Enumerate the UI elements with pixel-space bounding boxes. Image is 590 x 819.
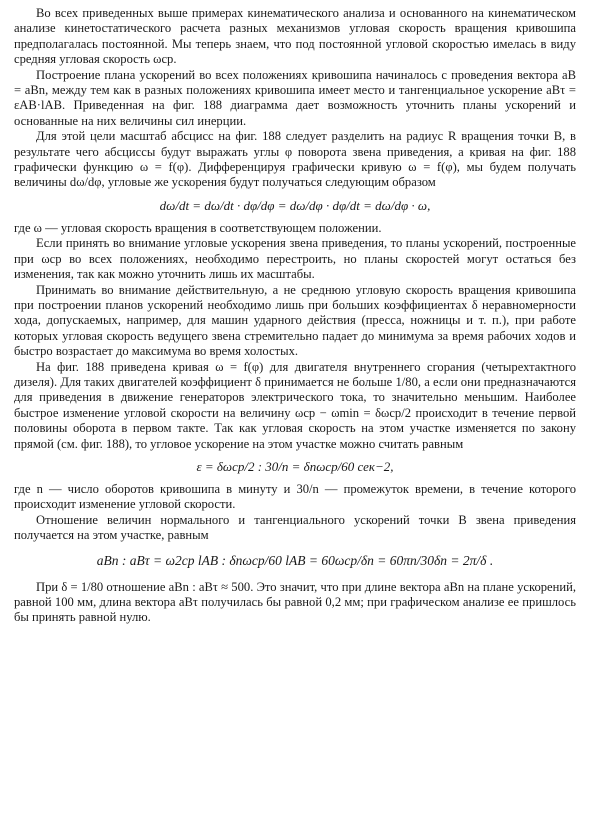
formula-epsilon: ε = δωcp/2 : 30/n = δnωcp/60 сек−2, [196,458,394,474]
paragraph: Во всех приведенных выше примерах кинематического анализа и основанного на кинематическом анализе кинетостатического расчета разных механизмов угловая скорость вращения кривошипа предполагалась постоянной. Мы теперь знаем, что под постоянной угловой скоростью имелась в виду средняя угловая скорость ωcp. [14,6,576,67]
paragraph: Принимать во внимание действительную, а не среднюю угловую скорость вращения кривошипа при построении планов ускорений необходимо лишь при больших коэффициентах δ неравномерности хода, допускаемых, например, для машин ударного действия (пресса, ножницы и т. п.), при работе которых угловая скорость ведущего звена стремительно падает до минимума за время рабочих ходов и быстро возрастает до максимума во время холостых. [14,282,576,359]
paragraph: где n — число оборотов кривошипа в минуту и 30/n — промежуток времени, в течение которого происходит изменение угловой скорости. [14,481,576,512]
paragraph: На фиг. 188 приведена кривая ω = f(φ) для двигателя внутреннего сгорания (четырехтактного дизеля). Для таких двигателей коэффициент δ принимается не больше 1/80, а если они предназначаются для приведения в движение генераторов электрического тока, то значительно меньшим. Наиболее быстрое изменение угловой скорости на величину ωcp − ωmin = δωcp/2 происходит в течение первой половины оборота в первом такте. Так как угловая скорость на этом участке изменяется по закону прямой (см. фиг. 188), то угловое ускорение на этом участке можно считать равным [14,359,576,451]
paragraph: При δ = 1/80 отношение aBn : aBτ ≈ 500. Это значит, что при длине вектора aBn на плане ускорений, равной 100 мм, длина вектора aBτ получилась бы равной 0,2 мм; при графическом анализе ее пришлось бы принять равной нулю. [14,579,576,625]
paragraph: Для этой цели масштаб абсцисс на фиг. 188 следует разделить на радиус R вращения точки B, в результате чего абсциссы будут выражать углы φ поворота звена приведения, а кривая на фиг. 188 графически функцию ω = f(φ). Дифференцируя графически кривую ω = f(φ), мы будем получать величины dω/dφ, угловые же ускорения будут получаться следующим образом [14,129,576,190]
paragraph: где ω — угловая скорость вращения в соответствующем положении. [14,220,382,235]
paragraph: Если принять во внимание угловые ускорения звена приведения, то планы ускорений, построенные при ωcp во всех положениях, необходимо перестроить, но планы скоростей могут остаться без изменения, так как можно уточнить лишь их масштабы. [14,236,576,282]
paragraph: Отношение величин нормального и тангенциального ускорений точки B звена приведения получается на этом участке, равным [14,512,576,543]
formula-acceleration-ratio: aBn : aBτ = ω2cp lAB : δnωcp/60 lAB = 60ωcp/δn = 60πn/30δn = 2π/δ . [96,552,494,568]
paragraph: Построение плана ускорений во всех положениях кривошипа начиналось с проведения вектора aB = aBn, между тем как в разных положениях кривошипа имеет место и тангенциальное ускорение aBτ = εAB·lAB. Приведенная на фиг. 188 диаграмма дает возможность уточнить планы ускорений и основанные на них величины сил инерции. [14,67,576,128]
formula-angular-acceleration: dω/dt = dω/dt · dφ/dφ = dω/dφ · dφ/dt = dω/dφ · ω, [159,197,431,213]
